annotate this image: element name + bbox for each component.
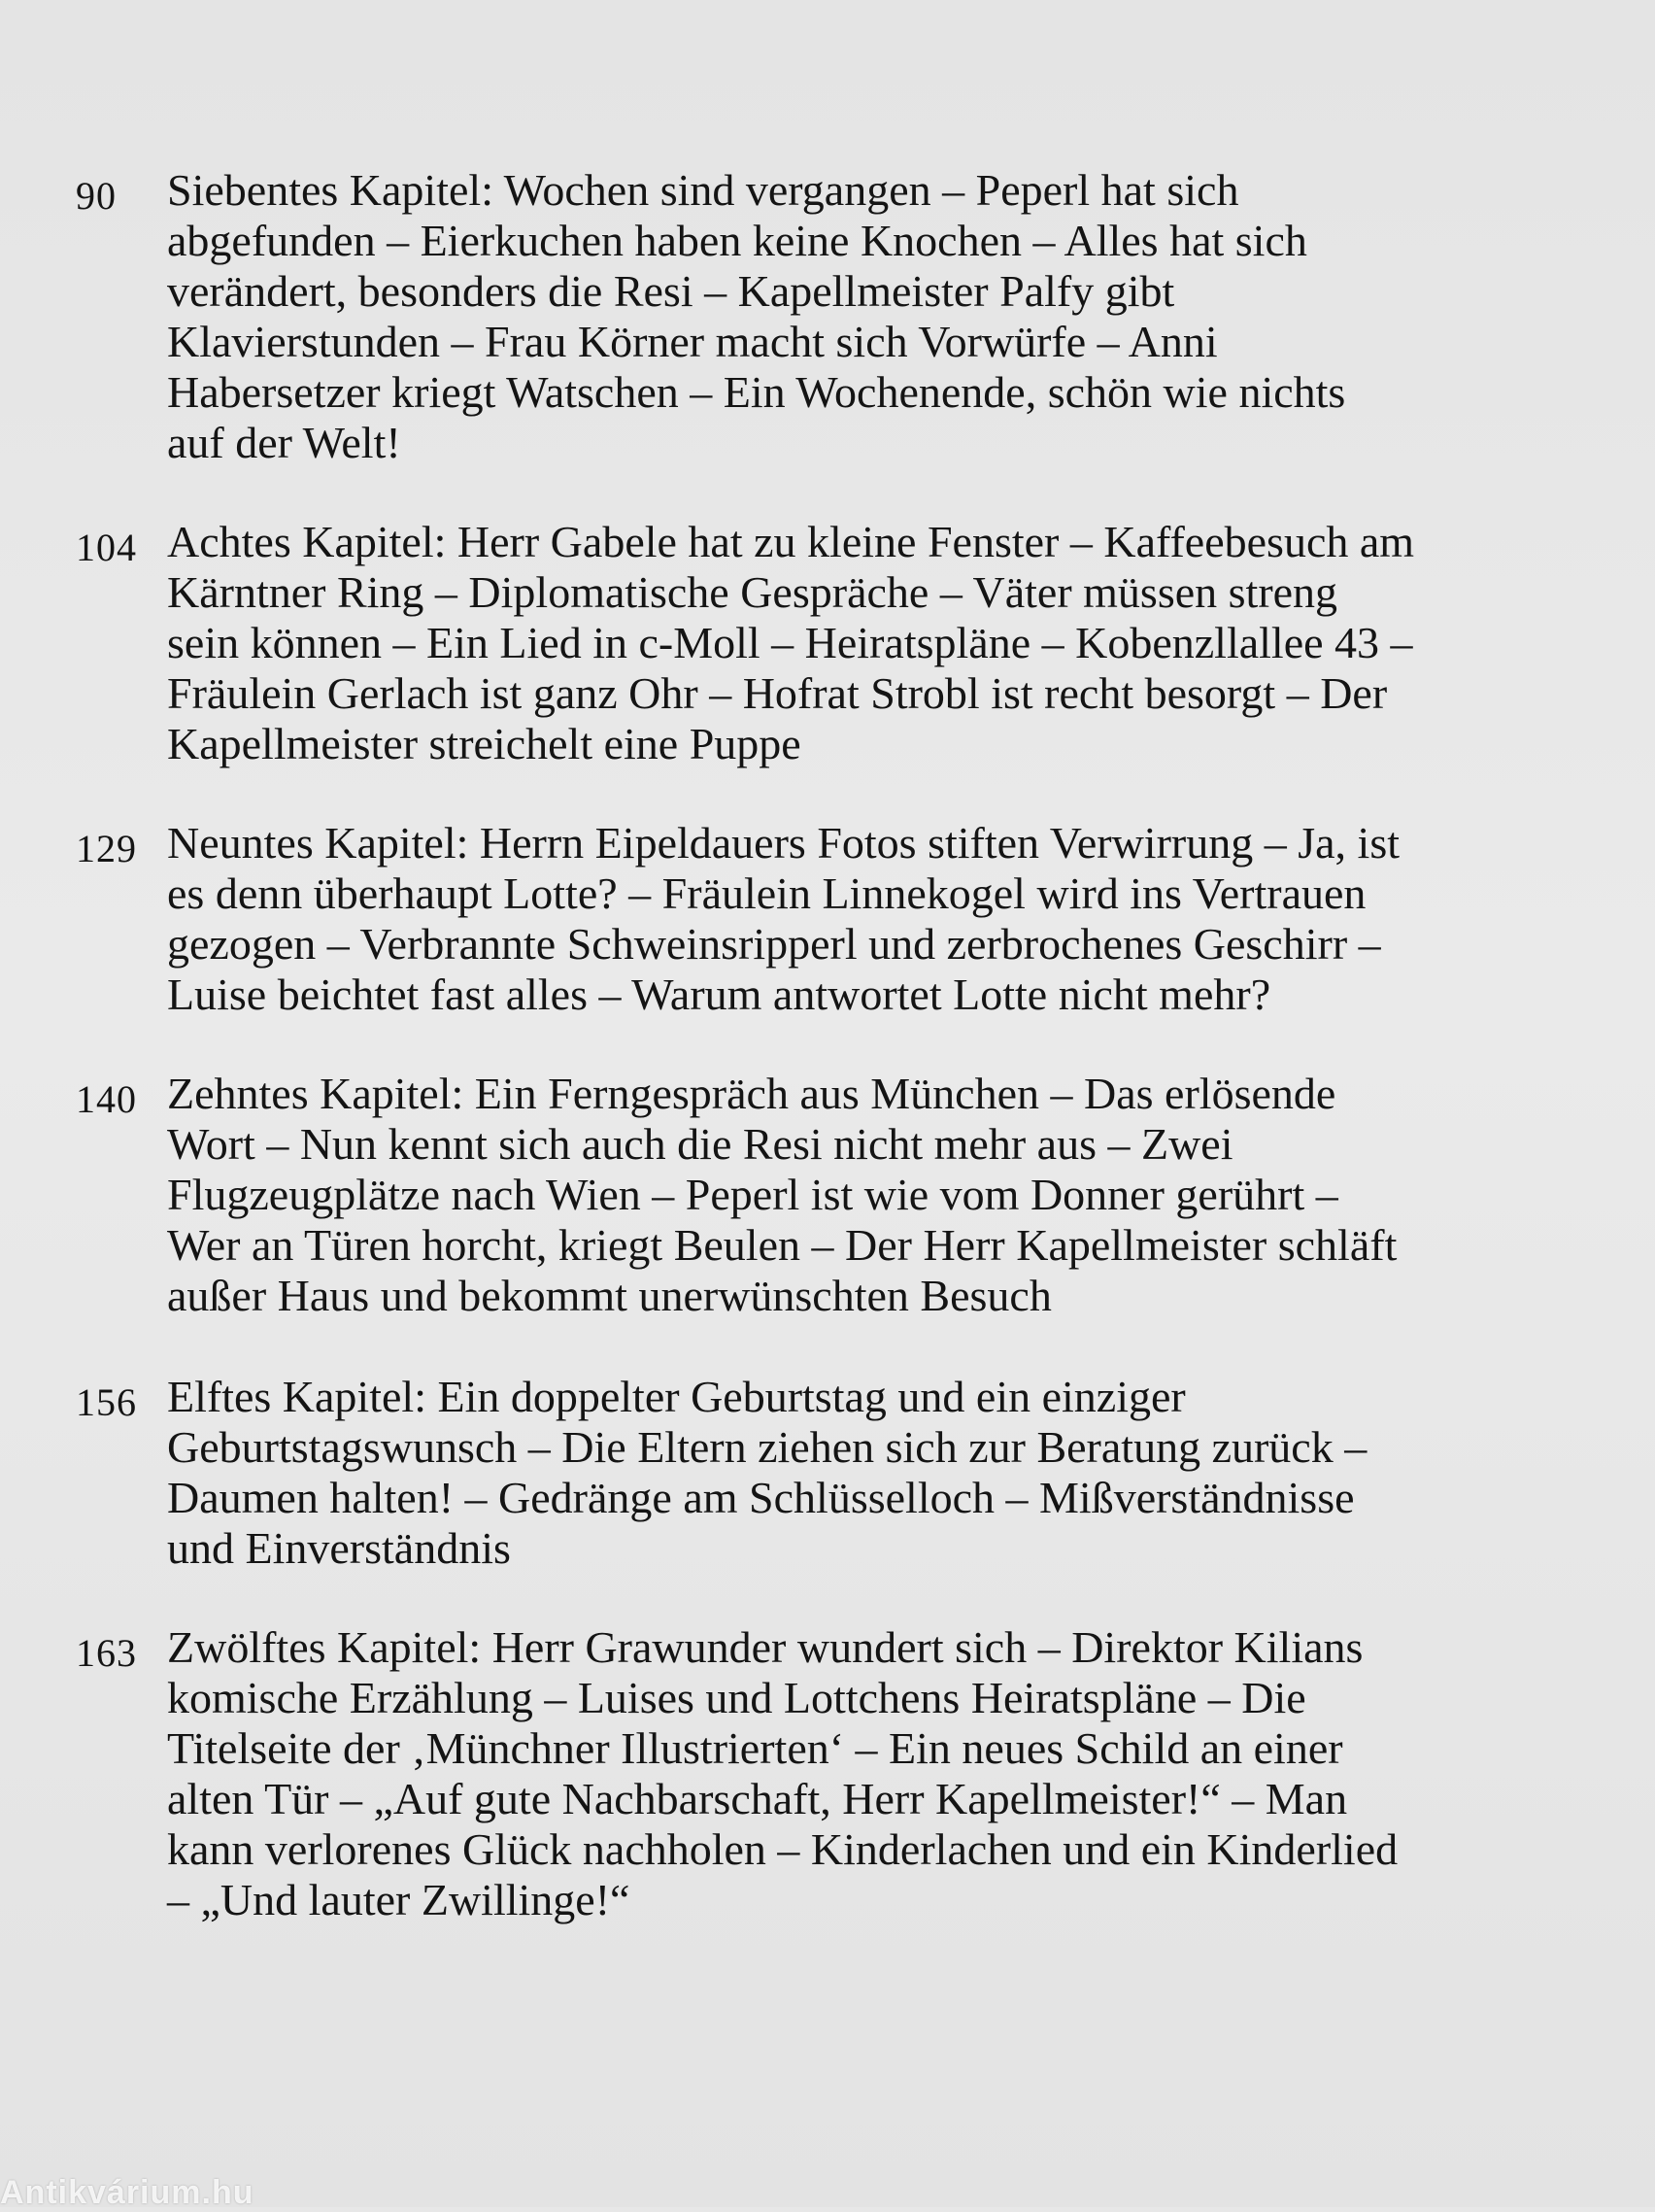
summary-line: Habersetzer kriegt Watschen – Ein Wochenende, schön wie nichts [167, 367, 1346, 417]
summary-line: – „Und lauter Zwillinge!“ [167, 1875, 630, 1924]
summary-line: Luise beichtet fast alles – Warum antwortet Lotte nicht mehr? [167, 970, 1271, 1019]
chapter-summary [167, 165, 1575, 468]
summary-line: Elftes Kapitel: Ein doppelter Geburtstag und ein einziger [167, 1372, 1186, 1421]
summary-line: Kapellmeister streichelt eine Puppe [167, 719, 801, 768]
summary-line: komische Erzählung – Luises und Lottchens Heiratspläne – Die [167, 1673, 1306, 1722]
chapter-summary [167, 517, 1575, 769]
page-number: 104 [76, 526, 137, 569]
page-number: 140 [76, 1077, 137, 1121]
page-number: 163 [76, 1631, 137, 1675]
summary-line: und Einverständnis [167, 1523, 511, 1573]
summary-line: außer Haus und bekommt unerwünschten Besuch [167, 1271, 1052, 1320]
page-number: 90 [76, 174, 117, 218]
summary-line: Daumen halten! – Gedränge am Schlüsselloch – Mißverständnisse [167, 1473, 1355, 1522]
summary-line: Zehntes Kapitel: Ein Ferngespräch aus München – Das erlösende [167, 1069, 1336, 1118]
chapter-summary [167, 1069, 1575, 1321]
chapter-summary [167, 1372, 1575, 1574]
page-number: 129 [76, 827, 137, 870]
summary-line: kann verlorenes Glück nachholen – Kinderlachen und ein Kinderlied [167, 1824, 1399, 1874]
summary-line: Zwölftes Kapitel: Herr Grawunder wundert sich – Direktor Kilians [167, 1622, 1364, 1672]
summary-line: Klavierstunden – Frau Körner macht sich Vorwürfe – Anni [167, 317, 1218, 366]
summary-line: Kärntner Ring – Diplomatische Gespräche – Väter müssen streng [167, 567, 1338, 617]
summary-line: sein können – Ein Lied in c-Moll – Heiratspläne – Kobenzllallee 43 – [167, 618, 1413, 667]
summary-line: verändert, besonders die Resi – Kapellmeister Palfy gibt [167, 266, 1175, 316]
summary-line: Wer an Türen horcht, kriegt Beulen – Der Herr Kapellmeister schläft [167, 1220, 1398, 1270]
watermark: Antikvárium.hu [0, 2174, 254, 2211]
page-number: 156 [76, 1380, 137, 1424]
summary-line: Flugzeugplätze nach Wien – Peperl ist wie vom Donner gerührt – [167, 1170, 1338, 1219]
summary-line: Fräulein Gerlach ist ganz Ohr – Hofrat Strobl ist recht besorgt – Der [167, 668, 1388, 718]
summary-line: abgefunden – Eierkuchen haben keine Knochen – Alles hat sich [167, 216, 1307, 265]
summary-line: gezogen – Verbrannte Schweinsripperl und zerbrochenes Geschirr – [167, 919, 1381, 969]
summary-line: Neuntes Kapitel: Herrn Eipeldauers Fotos stiften Verwirrung – Ja, ist [167, 818, 1400, 868]
chapter-summary [167, 1622, 1575, 1925]
chapter-summary [167, 818, 1575, 1020]
summary-line: alten Tür – „Auf gute Nachbarschaft, Herr Kapellmeister!“ – Man [167, 1774, 1348, 1823]
summary-line: Siebentes Kapitel: Wochen sind vergangen – Peperl hat sich [167, 165, 1239, 215]
summary-line: Titelseite der ‚Münchner Illustrierten‘ – Ein neues Schild an einer [167, 1723, 1343, 1773]
summary-line: auf der Welt! [167, 418, 401, 467]
summary-line: Geburtstagswunsch – Die Eltern ziehen sich zur Beratung zurück – [167, 1422, 1368, 1472]
summary-line: es denn überhaupt Lotte? – Fräulein Linnekogel wird ins Vertrauen [167, 868, 1367, 918]
summary-line: Wort – Nun kennt sich auch die Resi nicht mehr aus – Zwei [167, 1119, 1233, 1169]
summary-line: Achtes Kapitel: Herr Gabele hat zu kleine Fenster – Kaffeebesuch am [167, 517, 1415, 566]
